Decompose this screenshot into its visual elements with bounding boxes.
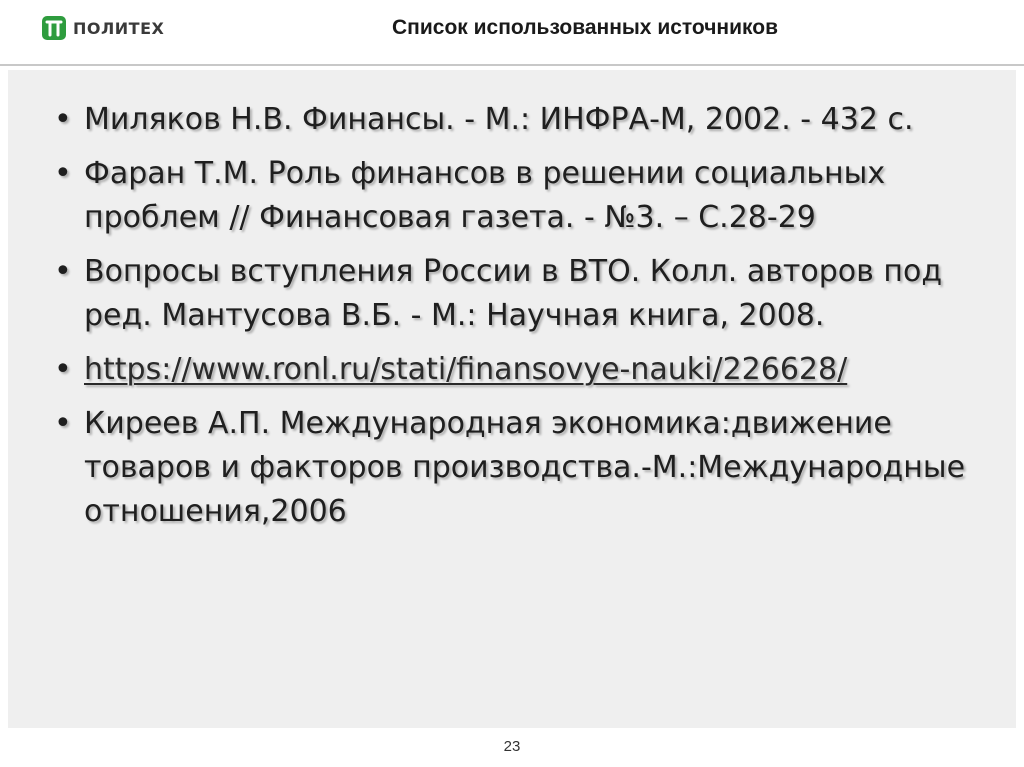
bullet-list xyxy=(8,70,1016,534)
bullet-dot-icon: • xyxy=(54,352,72,387)
slide-header xyxy=(0,0,1024,64)
bullet-item xyxy=(54,98,976,142)
slide-title: Список использованных источников xyxy=(392,16,778,39)
page-number: 23 xyxy=(503,738,521,755)
bullet-dot-icon: • xyxy=(54,156,72,191)
bullet-text: Фаран Т.М. Роль финансов в решении социальных проблем // Финансовая газета. - №3. – С.28-29 xyxy=(84,156,886,235)
logo-text: ПОЛИТЕХ xyxy=(73,18,165,38)
politech-logo-icon xyxy=(42,16,66,40)
logo xyxy=(42,16,164,40)
bullet-item xyxy=(54,250,976,338)
bullet-item xyxy=(54,402,976,534)
slide-footer xyxy=(0,728,1024,767)
bullet-item xyxy=(54,348,976,392)
bullet-dot-icon: • xyxy=(54,406,72,441)
bullet-dot-icon: • xyxy=(54,102,72,137)
source-link[interactable]: https://www.ronl.ru/stati/finansovye-nauki/226628/ xyxy=(84,352,848,387)
content-area xyxy=(8,70,1016,728)
header-divider xyxy=(0,64,1024,66)
bullet-item xyxy=(54,152,976,240)
bullet-text: Миляков Н.В. Финансы. - М.: ИНФРА-М, 2002. - 432 с. xyxy=(84,102,914,137)
bullet-dot-icon: • xyxy=(54,254,72,289)
bullet-text: Киреев А.П. Международная экономика:движение товаров и факторов производства.-М.:Международные отношения,2006 xyxy=(84,406,966,529)
bullet-text: Вопросы вступления России в ВТО. Колл. авторов под ред. Мантусова В.Б. - М.: Научная книга, 2008. xyxy=(84,254,943,333)
